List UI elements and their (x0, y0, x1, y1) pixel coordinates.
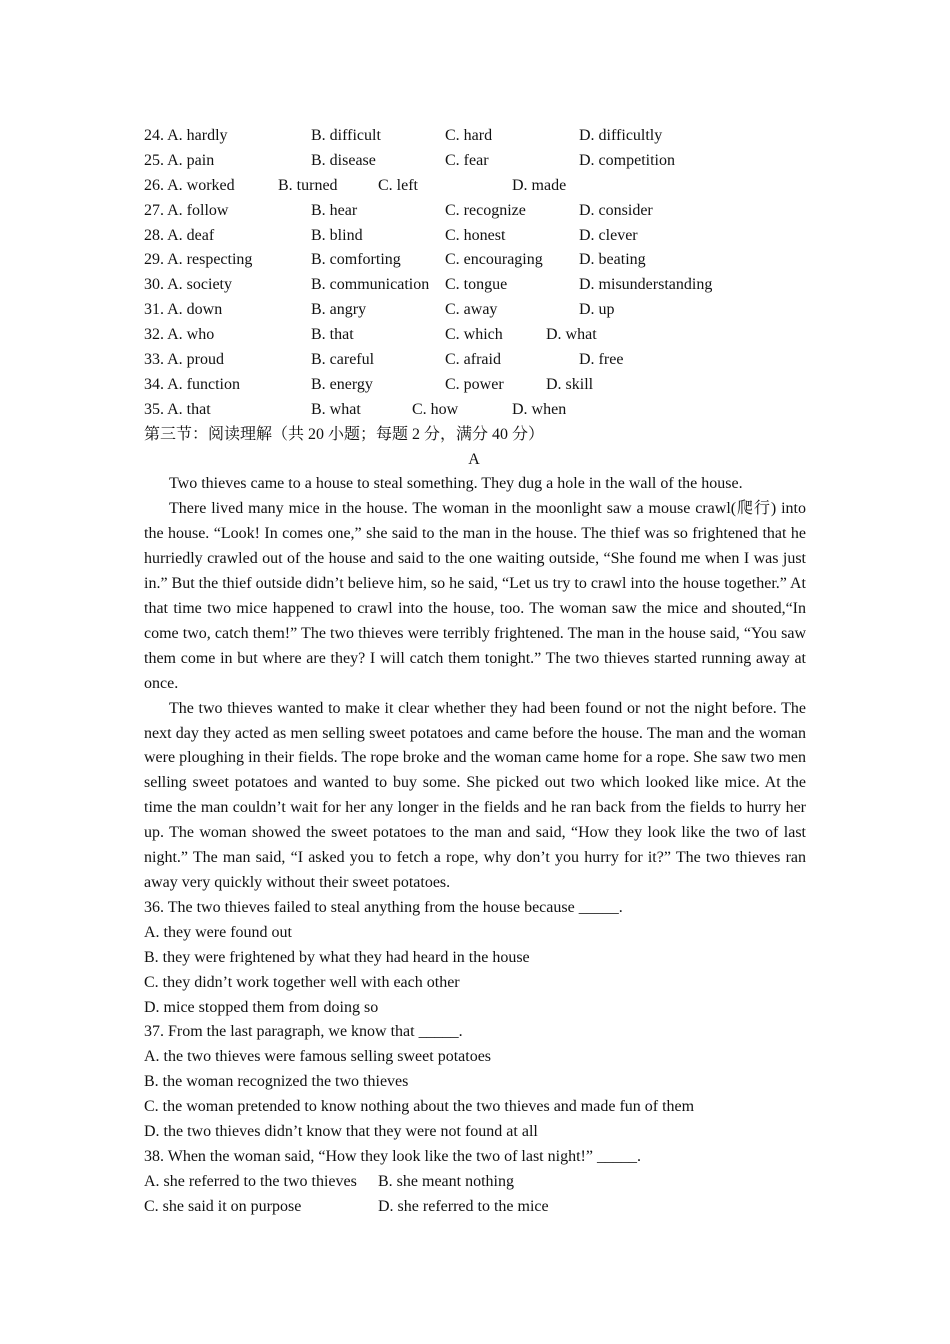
option-a: 31. A. down (144, 301, 223, 319)
question-36-option-d: D. mice stopped them from doing so (144, 998, 379, 1016)
option-a: 26. A. worked (144, 176, 235, 194)
question-37-option-a: A. the two thieves were famous selling sweet potatoes (144, 1048, 492, 1066)
question-37-option-c: C. the woman pretended to know nothing about the two thieves and made fun of them (144, 1098, 695, 1116)
option-d: D. up (579, 301, 615, 319)
option-a: 30. A. society (144, 276, 232, 294)
passage-label: A (468, 450, 480, 468)
option-b: B. that (311, 326, 354, 344)
option-d: D. clever (579, 226, 638, 244)
option-b: B. what (311, 400, 361, 418)
option-d: D. what (546, 326, 597, 344)
option-a: 25. A. pain (144, 151, 215, 169)
option-d: D. when (512, 400, 567, 418)
option-a: 35. A. that (144, 400, 211, 418)
cloze-row-32 (144, 323, 806, 348)
cloze-row-33 (144, 348, 806, 373)
option-c: C. how (412, 400, 459, 418)
option-c: C. which (445, 326, 503, 344)
cloze-row-25 (144, 149, 806, 174)
option-d: D. free (579, 351, 624, 369)
question-36-option-a: A. they were found out (144, 923, 292, 941)
option-c: C. afraid (445, 351, 501, 369)
cloze-row-29 (144, 248, 806, 273)
option-a: 29. A. respecting (144, 251, 253, 269)
option-b: B. angry (311, 301, 367, 319)
cloze-row-24 (144, 124, 806, 149)
option-b: B. careful (311, 351, 375, 369)
option-d: D. misunderstanding (579, 276, 713, 294)
option-c: C. hard (445, 127, 493, 144)
passage-paragraph-3: The two thieves wanted to make it clear whether they had been found or not the night before. The next day they acted as men selling sweet potatoes and came before the house. The man and the woman were ploughing in their fields. The rope broke and the woman came home for a rope. She saw two men selling sweet potatoes and wanted to buy some. She picked out two which looked like mice. At the time the man couldn’t wait for her any longer in the fields and he ran back from the fields to hurry her up. The woman showed the sweet potatoes to the man and said, “How they look like the two of last night.” The man said, “I asked you to fetch a rope, why don’t you hurry for it?” The two thieves ran away very quickly without their sweet potatoes. (144, 699, 806, 891)
option-c: C. recognize (445, 201, 526, 219)
option-b: B. disease (311, 151, 376, 169)
question-36-stem: 36. The two thieves failed to steal anything from the house because _____. (144, 898, 623, 916)
option-c: C. fear (445, 151, 489, 169)
question-38-row-2 (144, 1195, 806, 1220)
cloze-row-30 (144, 273, 806, 298)
passage-paragraph-1: Two thieves came to a house to steal something. They dug a hole in the wall of the house. (169, 475, 743, 493)
option-b: B. hear (311, 201, 358, 219)
cloze-row-27 (144, 199, 806, 224)
section-heading: 第三节：阅读理解（共 20 小题；每题 2 分，满分 40 分） (144, 425, 545, 443)
option-d: D. skill (546, 375, 594, 393)
option-d: D. competition (579, 151, 675, 169)
option-c: C. tongue (445, 276, 508, 294)
exam-page (144, 124, 806, 1220)
question-37-option-d: D. the two thieves didn’t know that they were not found at all (144, 1123, 538, 1141)
option-d: D. made (512, 176, 567, 194)
option-c: C. honest (445, 226, 506, 244)
option-b: B. blind (311, 226, 363, 244)
option-a: 32. A. who (144, 326, 215, 344)
cloze-row-31 (144, 298, 806, 323)
option-a: 34. A. function (144, 375, 240, 393)
cloze-row-34 (144, 373, 806, 398)
question-38-stem: 38. When the woman said, “How they look like the two of last night!” _____. (144, 1147, 641, 1165)
option-a: 24. A. hardly (144, 127, 228, 144)
question-36-option-b: B. they were frightened by what they had heard in the house (144, 948, 530, 966)
option-a: 33. A. proud (144, 351, 224, 369)
option-b: B. difficult (311, 127, 381, 144)
cloze-row-26 (144, 174, 806, 199)
option-a: 28. A. deaf (144, 226, 215, 244)
question-38-option-b: B. she meant nothing (378, 1172, 514, 1190)
option-b: B. energy (311, 375, 373, 393)
option-c: C. away (445, 301, 498, 319)
question-38-row-1 (144, 1170, 806, 1195)
question-38-option-d: D. she referred to the mice (378, 1197, 549, 1215)
question-38-option-a: A. she referred to the two thieves (144, 1172, 357, 1190)
option-c: C. power (445, 375, 504, 393)
option-a: 27. A. follow (144, 201, 229, 219)
option-c: C. left (378, 176, 418, 194)
question-36-option-c: C. they didn’t work together well with each other (144, 973, 460, 991)
cloze-row-35 (144, 398, 806, 423)
cloze-row-28 (144, 224, 806, 249)
question-37-option-b: B. the woman recognized the two thieves (144, 1073, 409, 1091)
option-b: B. turned (278, 176, 338, 194)
option-c: C. encouraging (445, 251, 543, 269)
option-d: D. beating (579, 251, 646, 269)
question-37-stem: 37. From the last paragraph, we know that _____. (144, 1023, 463, 1041)
option-d: D. difficultly (579, 127, 663, 144)
option-b: B. communication (311, 276, 430, 294)
question-38-option-c: C. she said it on purpose (144, 1197, 302, 1215)
passage-paragraph-2: There lived many mice in the house. The woman in the moonlight saw a mouse crawl(爬行) into the house. “Look! In comes one,” she said to the man in the house. The thief was so frightened that he hurriedly crawled out of the house and said to the one waiting outside, “She found me when I was just in.” But the thief outside didn’t believe him, so he said, “Let us try to crawl into the house together.” At that time two mice happened to crawl into the house, too. The woman saw the mice and shouted,“In come two, catch them!” The two thieves were terribly frightened. The man in the house said, “You saw them come in but where are they? I will catch them tonight.” The two thieves started running away at once. (144, 500, 806, 692)
option-b: B. comforting (311, 251, 401, 269)
option-d: D. consider (579, 201, 653, 219)
